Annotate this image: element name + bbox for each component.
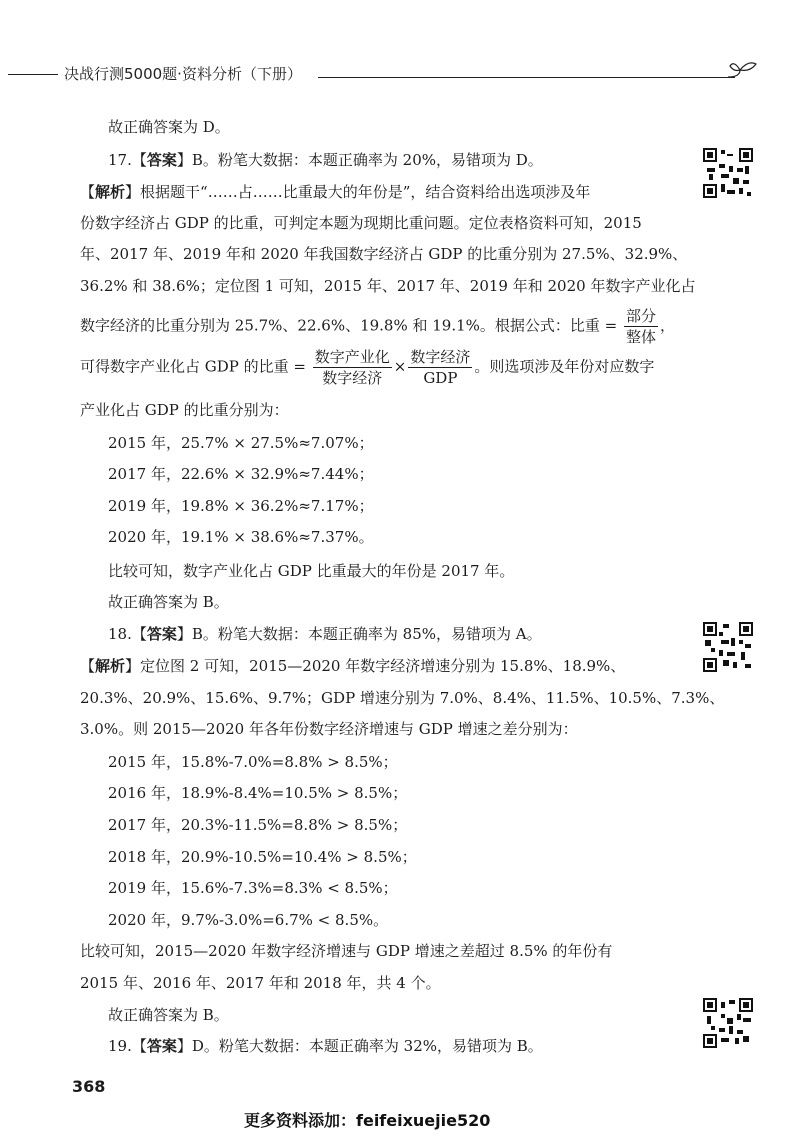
calc-line: 2015 年，25.7% × 27.5%≈7.07%； [108,434,374,452]
paragraph-line: 份数字经济占 GDP 的比重，可判定本题为现期比重问题。定位表格资料可知，2015 [80,214,642,232]
paragraph-line: 产业化占 GDP 的比重分别为： [80,401,289,419]
paragraph-line: 年、2017 年、2019 年和 2020 年我国数字经济占 GDP 的比重分别为 27.5%、32.9%、 [80,245,688,263]
formula-line: 可得数字产业化占 GDP 的比重 = $\frac{\text{数字产业化}}{\text{数字经济}}$ × $\frac{\text{数字经济}}{\text{GDP}}$ 。则选项涉及年份对应数字 [80,348,655,387]
running-header-title: 决战行测5000题·资料分析（下册） [64,65,302,83]
analysis-line: 【解析】定位图 2 可知，2015—2020 年数字经济增速分别为 15.8%、18.9%、 [80,657,626,675]
fraction-digital-over-gdp: $\frac{\text{数字经济}}{\text{GDP}}$ [410,348,471,387]
calc-line: 2017 年，22.6% × 32.9%≈7.44%； [108,465,374,483]
calc-line: 2018 年，20.9%-10.5%=10.4% > 8.5%； [108,848,417,866]
footer-contact: 更多资料添加：feifeixuejie520 [244,1111,491,1130]
comparison-line: 比较可知，2015—2020 年数字经济增速与 GDP 增速之差超过 8.5% 的年份有 [80,942,613,960]
conclusion-line: 故正确答案为 B。 [108,593,229,611]
calc-line: 2019 年，15.6%-7.3%=8.3% < 8.5%； [108,879,398,897]
calc-line: 2020 年，19.1% × 38.6%≈7.37%。 [108,528,374,546]
fraction-part-over-whole: $\frac{\text{部分}}{\text{整体}}$ [626,307,657,346]
paragraph-line: 3.0%。则 2015—2020 年各年份数字经济增速与 GDP 增速之差分别为： [80,720,578,738]
page-number: 368 [72,1077,106,1096]
qr-code-icon[interactable] [703,998,753,1048]
calc-line: 2016 年，18.9%-8.4%=10.5% > 8.5%； [108,784,408,802]
qr-code-icon[interactable] [703,622,753,672]
answer-line-q18: 18.【答案】B。粉笔大数据：本题正确率为 85%，易错项为 A。 [108,625,542,643]
answer-line-q17: 17.【答案】B。粉笔大数据：本题正确率为 20%，易错项为 D。 [108,151,543,169]
paragraph-line: 20.3%、20.9%、15.6%、9.7%；GDP 增速分别为 7.0%、8.4%、11.5%、10.5%、7.3%、 [80,689,725,707]
calc-line: 2020 年，9.7%-3.0%=6.7% < 8.5%。 [108,911,389,929]
calc-line: 2017 年，20.3%-11.5%=8.8% > 8.5%； [108,816,408,834]
paragraph-line: 2015 年、2016 年、2017 年和 2018 年，共 4 个。 [80,974,441,992]
conclusion-line: 故正确答案为 D。 [108,118,230,136]
qr-code-icon[interactable] [703,148,753,198]
fraction-industrialization-over-digital: $\frac{\text{数字产业化}}{\text{数字经济}}$ [314,348,390,387]
conclusion-line: 故正确答案为 B。 [108,1006,229,1024]
paragraph-line: 36.2% 和 38.6%；定位图 1 可知，2015 年、2017 年、2019 年和 2020 年数字产业化占 [80,277,696,295]
calc-line: 2015 年，15.8%-7.0%=8.8% > 8.5%； [108,753,398,771]
comparison-line: 比较可知，数字产业化占 GDP 比重最大的年份是 2017 年。 [108,562,515,580]
header-right-rule [318,77,735,78]
formula-line: 数字经济的比重分别为 25.7%、22.6%、19.8% 和 19.1%。根据公式：比重 = $\frac{\text{部分}}{\text{整体}}$ ， [80,307,676,346]
header-left-rule [8,74,58,75]
calc-line: 2019 年，19.8% × 36.2%≈7.17%； [108,497,374,515]
sprout-icon [726,58,762,84]
analysis-line: 【解析】根据题干“……占……比重最大的年份是”，结合资料给出选项涉及年 [80,183,591,201]
answer-line-q19: 19.【答案】D。粉笔大数据：本题正确率为 32%，易错项为 B。 [108,1037,543,1055]
